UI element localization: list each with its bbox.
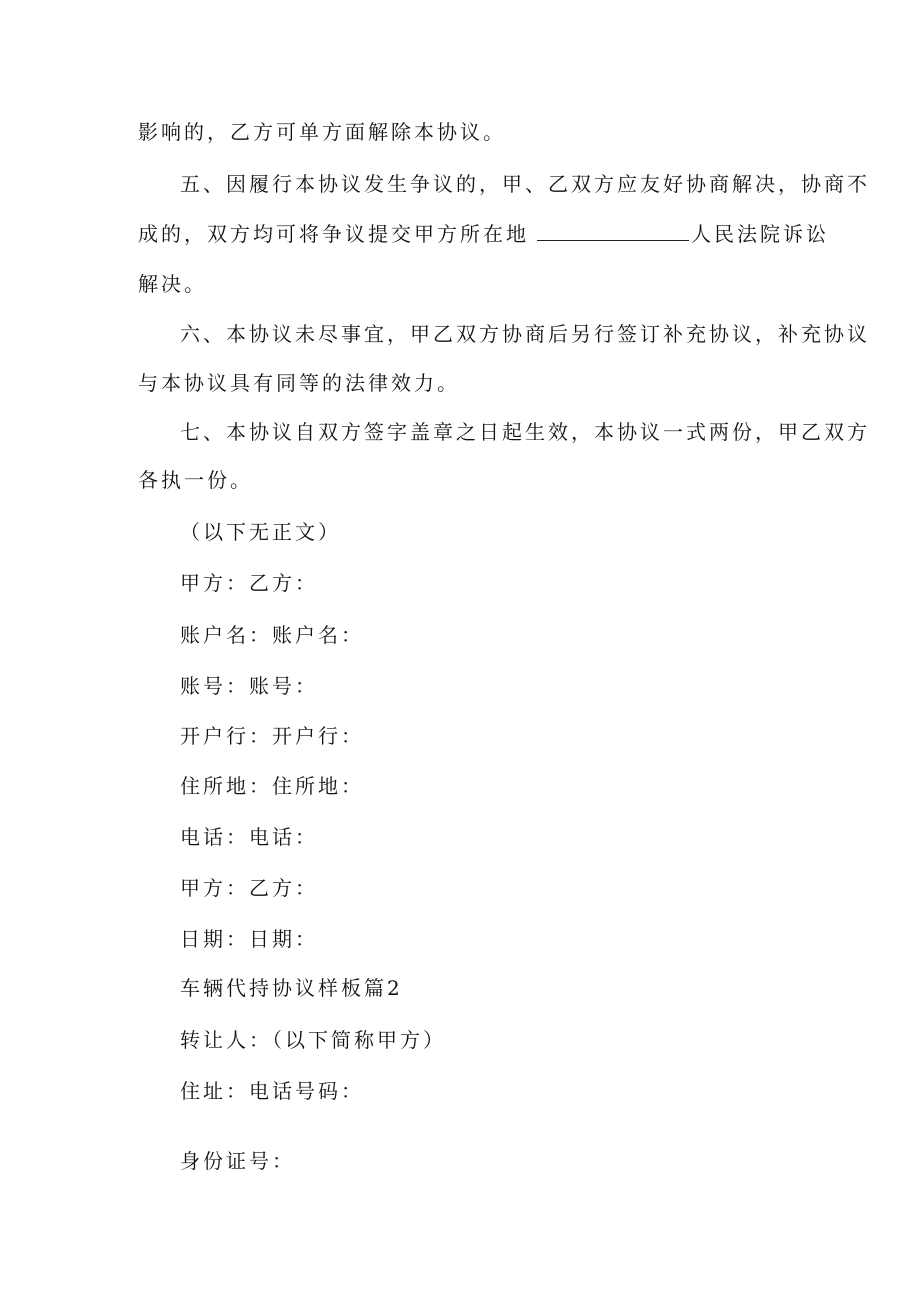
paragraph-line: 影响的，乙方可单方面解除本协议。 [138,120,506,144]
signature-line-account-number: 账号：账号： [180,674,318,698]
section-title: 车辆代持协议样板篇2 [180,976,403,1000]
paragraph-text: 成的，双方均可将争议提交甲方所在地 [138,222,529,246]
signature-line-address: 住所地：住所地： [180,774,364,798]
transferor-line: 转让人：（以下简称甲方） [180,1028,446,1052]
paragraph-line [138,220,829,248]
fill-in-blank [537,222,689,241]
signature-line-party-2: 甲方：乙方： [180,876,318,900]
paragraph-text: 人民法院诉讼 [691,222,829,246]
signature-line-bank: 开户行：开户行： [180,724,364,748]
paragraph-line: 解决。 [138,272,207,296]
paragraph-line: 与本协议具有同等的法律效力。 [138,371,460,395]
paragraph-line: 五、因履行本协议发生争议的，甲、乙双方应友好协商解决，协商不 [180,172,870,196]
signature-line-date: 日期：日期： [180,927,318,951]
signature-line-party: 甲方：乙方： [180,571,318,595]
address-phone-line: 住址：电话号码： [180,1079,364,1103]
paragraph-line: 七、本协议自双方签字盖章之日起生效，本协议一式两份，甲乙双方 [180,420,870,444]
no-further-text-note: （以下无正文） [180,520,341,544]
paragraph-line: 各执一份。 [138,468,253,492]
id-number-line: 身份证号： [180,1149,295,1173]
signature-line-account-name: 账户名：账户名： [180,623,364,647]
paragraph-line: 六、本协议未尽事宜，甲乙双方协商后另行签订补充协议，补充协议 [180,322,870,346]
signature-line-phone: 电话：电话： [180,825,318,849]
